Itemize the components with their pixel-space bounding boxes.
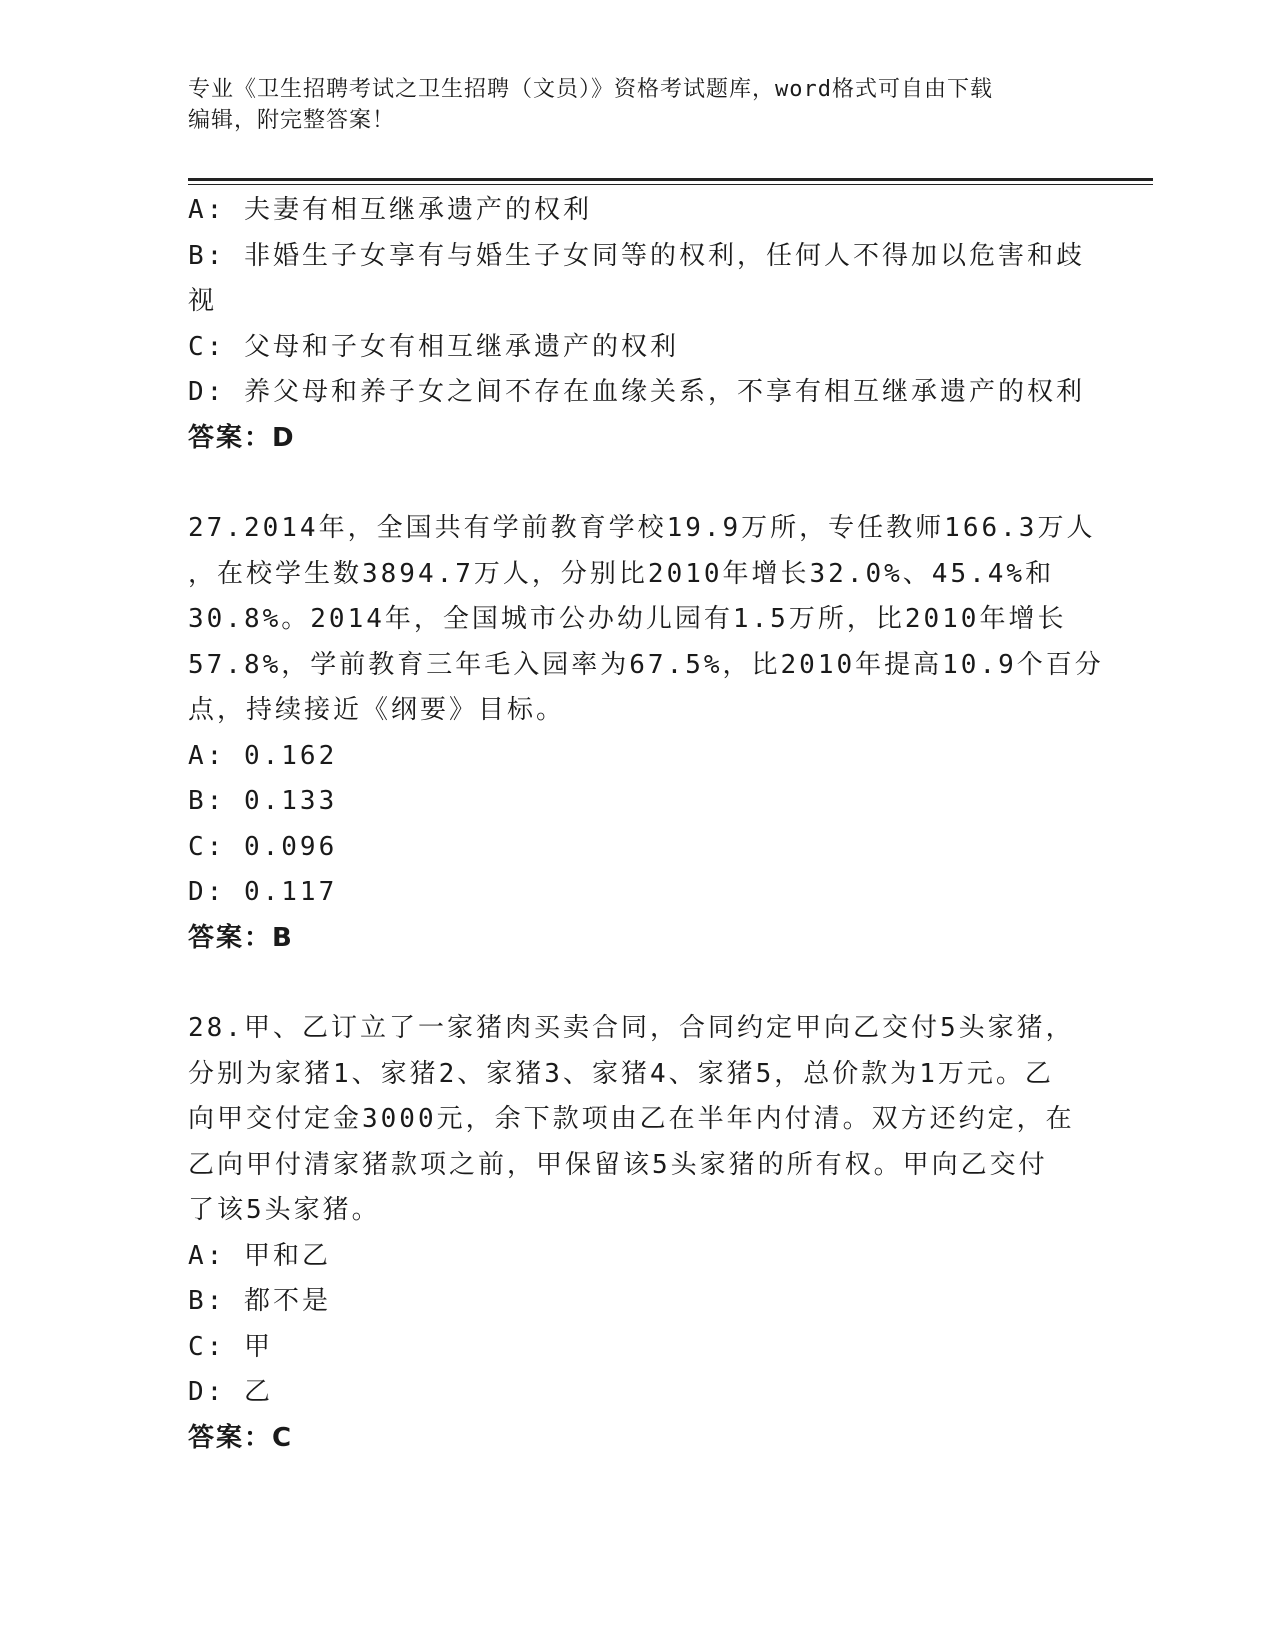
question-spacer bbox=[188, 461, 1088, 506]
document-body bbox=[188, 188, 1104, 1461]
q27-stem-line-4: 57.8%，学前教育三年毛入园率为67.5%，比2010年提高10.9个百分 bbox=[188, 649, 1104, 680]
q28-answer: 答案：C bbox=[188, 1422, 294, 1453]
question-27-block bbox=[188, 506, 1104, 961]
q28-option-a: A: 甲和乙 bbox=[188, 1240, 331, 1271]
header-divider-thick bbox=[188, 178, 1153, 181]
q28-option-b: B: 都不是 bbox=[188, 1286, 331, 1316]
q26-option-b-line-1: B: 非婚生子女享有与婚生子女同等的权利，任何人不得加以危害和歧 bbox=[188, 240, 1085, 271]
header-divider-thin bbox=[188, 184, 1153, 185]
q28-stem-line-3: 向甲交付定金3000元，余下款项由乙在半年内付清。双方还约定，在 bbox=[188, 1104, 1075, 1134]
q28-option-c: C: 甲 bbox=[188, 1331, 273, 1362]
header-line-1: 专业《卫生招聘考试之卫生招聘（文员）》资格考试题库，word格式可自由下载 bbox=[188, 77, 993, 102]
q27-option-d: D: 0.117 bbox=[188, 877, 338, 907]
q27-stem-line-1: 27.2014年，全国共有学前教育学校19.9万所，专任教师166.3万人 bbox=[188, 513, 1096, 543]
q26-option-b-line-2: 视 bbox=[188, 286, 218, 316]
question-26-block bbox=[188, 188, 1088, 461]
q26-answer: 答案：D bbox=[188, 422, 296, 453]
q28-stem-line-2: 分别为家猪1、家猪2、家猪3、家猪4、家猪5，总价款为1万元。乙 bbox=[188, 1058, 1054, 1089]
q26-option-d: D: 养父母和养子女之间不存在血缘关系，不享有相互继承遗产的权利 bbox=[188, 377, 1085, 407]
q27-option-b: B: 0.133 bbox=[188, 786, 338, 816]
q28-stem-line-4: 乙向甲付清家猪款项之前，甲保留该5头家猪的所有权。甲向乙交付 bbox=[188, 1149, 1048, 1180]
q27-stem-line-3: 30.8%。2014年，全国城市公办幼儿园有1.5万所，比2010年增长 bbox=[188, 604, 1067, 634]
q28-stem-line-1: 28.甲、乙订立了一家猪肉买卖合同，合同约定甲向乙交付5头家猪， bbox=[188, 1013, 1075, 1043]
q27-answer: 答案：B bbox=[188, 922, 294, 953]
document-header bbox=[188, 74, 1088, 136]
q27-stem-line-5: 点，持续接近《纲要》目标。 bbox=[188, 695, 566, 725]
q26-option-c: C: 父母和子女有相互继承遗产的权利 bbox=[188, 331, 679, 362]
q27-option-c: C: 0.096 bbox=[188, 831, 338, 862]
question-spacer bbox=[188, 961, 1088, 1006]
question-28-block bbox=[188, 1006, 1088, 1461]
q27-stem-line-2: ，在校学生数3894.7万人，分别比2010年增长32.0%、45.4%和 bbox=[188, 558, 1055, 589]
q27-option-a: A: 0.162 bbox=[188, 740, 338, 771]
q28-option-d: D: 乙 bbox=[188, 1377, 273, 1407]
q28-stem-line-5: 了该5头家猪。 bbox=[188, 1195, 381, 1225]
q26-option-a: A: 夫妻有相互继承遗产的权利 bbox=[188, 195, 592, 225]
header-line-2: 编辑，附完整答案！ bbox=[188, 108, 396, 133]
